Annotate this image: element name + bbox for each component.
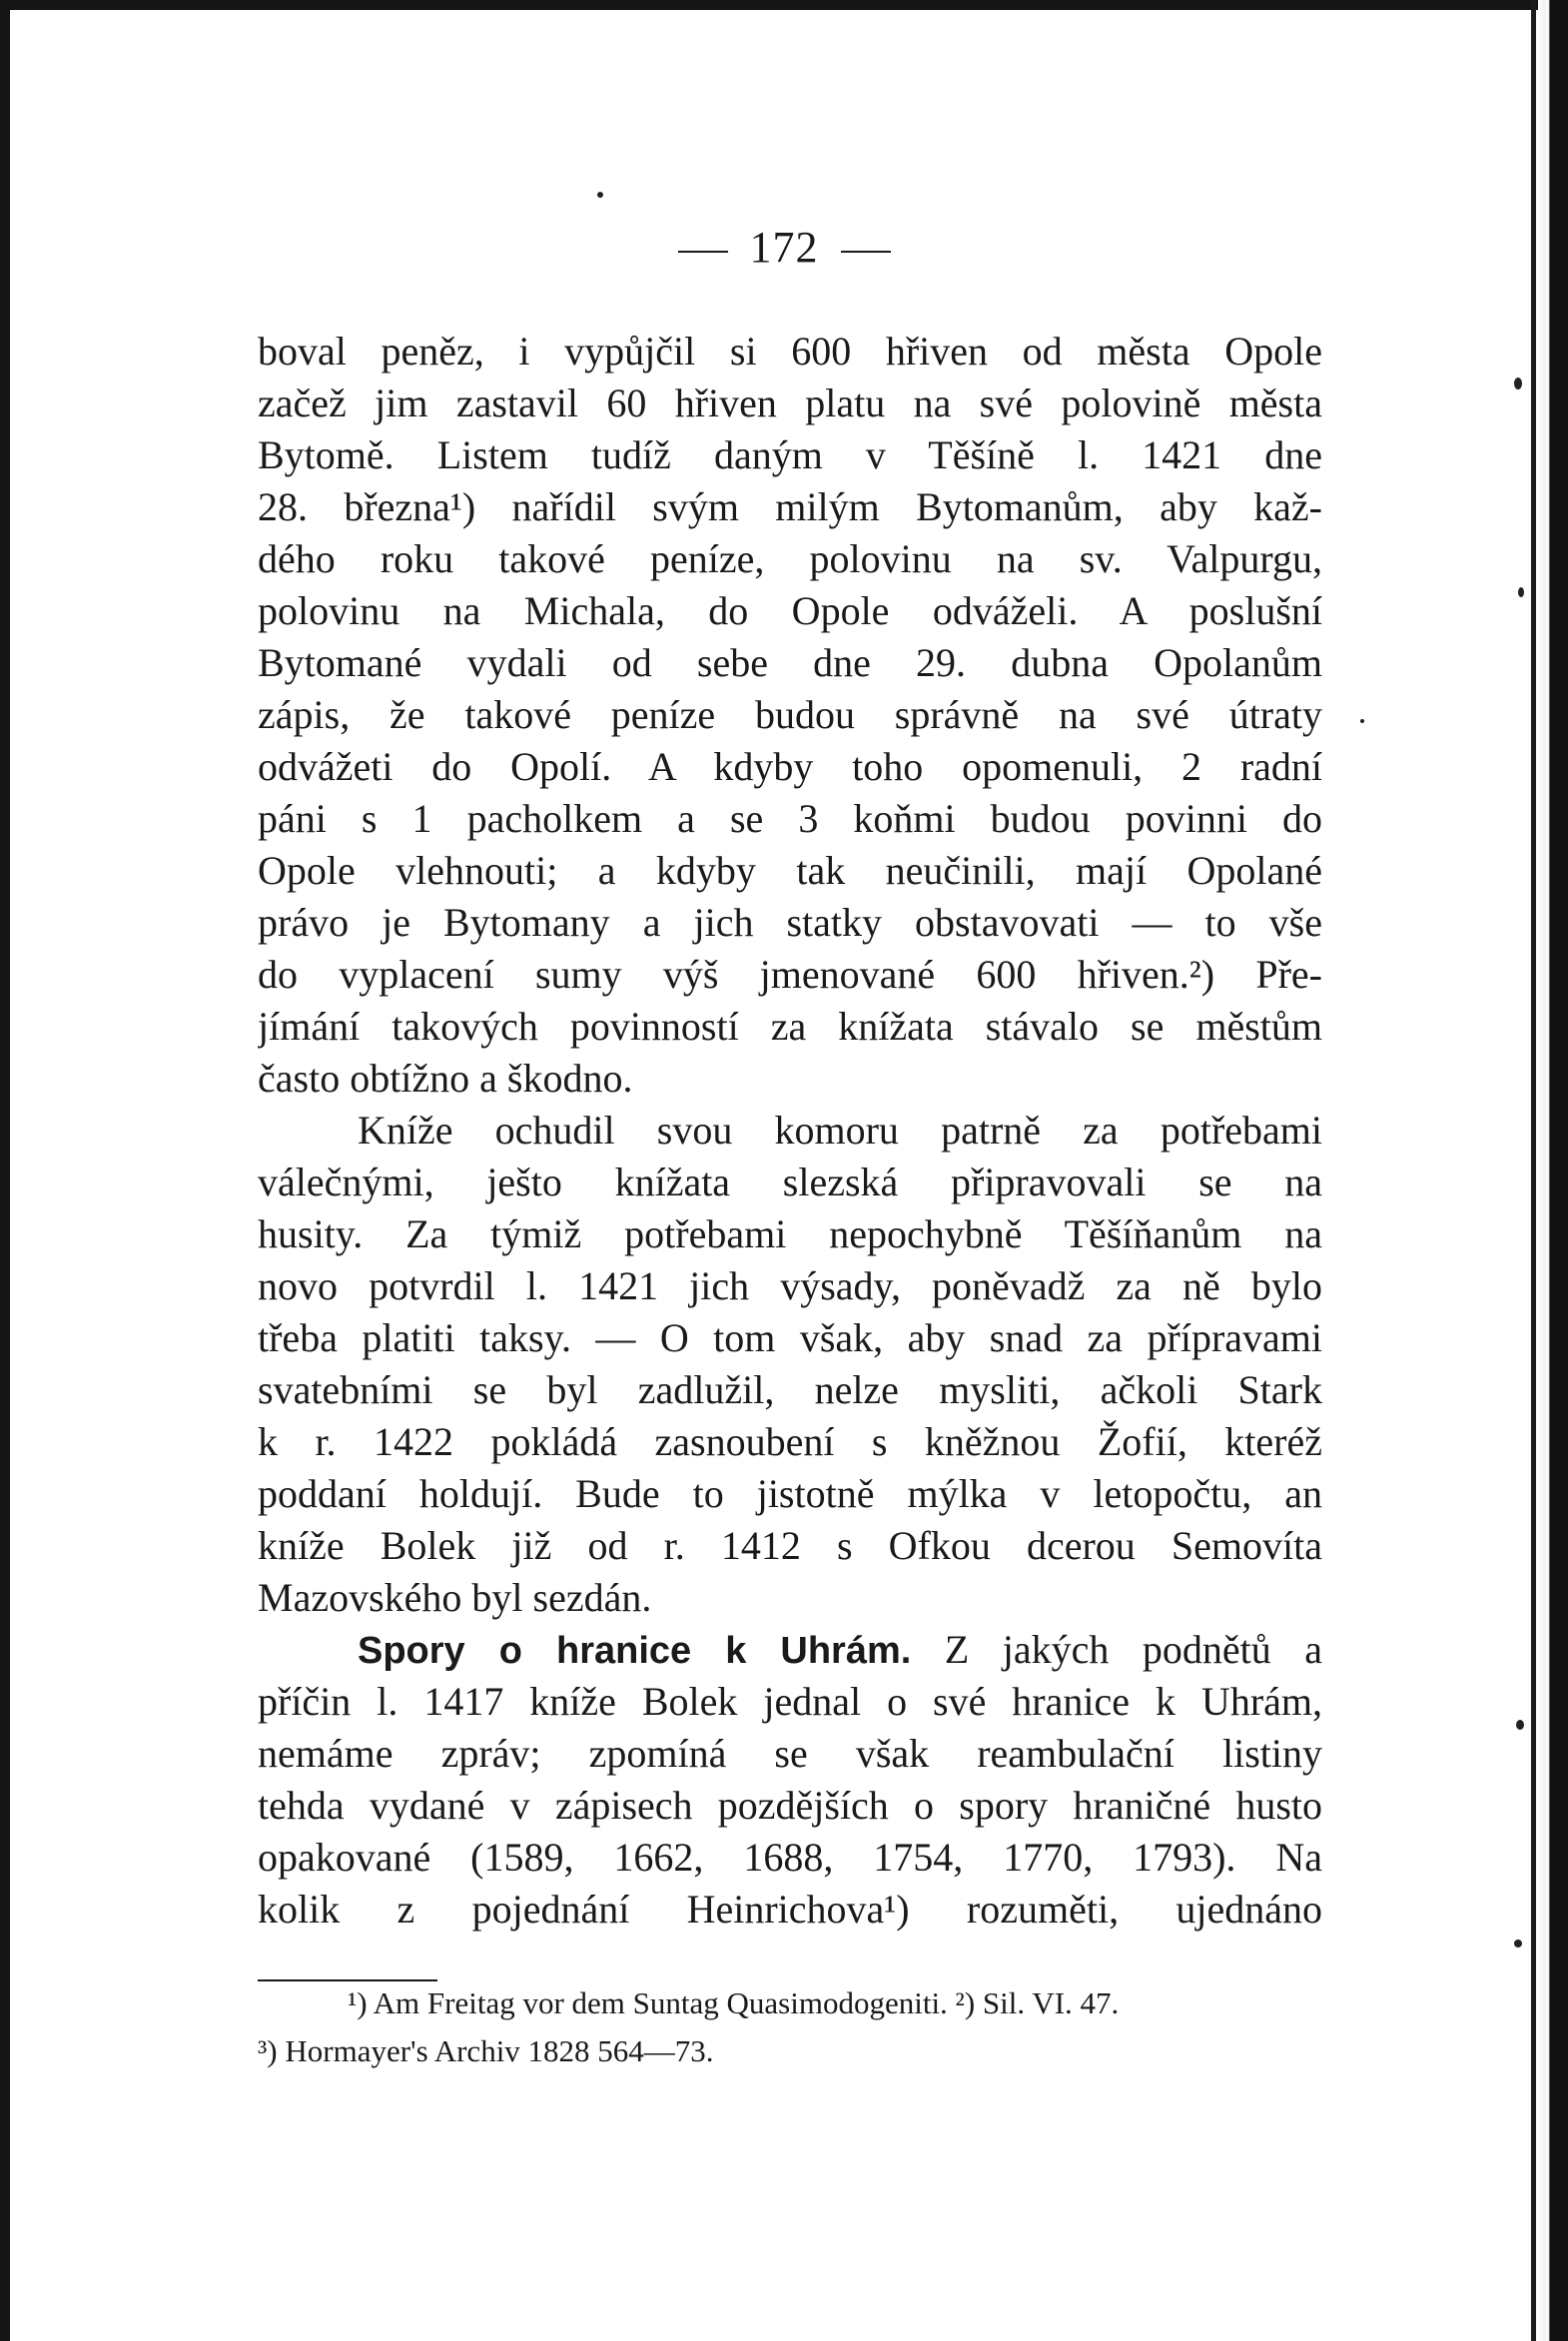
text-line: zápis, že takové peníze budou správně na své útraty [258, 692, 1322, 737]
footnote: ³) Hormayer's Archiv 1828 564—73. [258, 2033, 714, 2068]
text-line: začež jim zastavil 60 hřiven platu na své polovině města [258, 381, 1322, 425]
text-line: Bytomané vydali od sebe dne 29. dubna Opolanům [258, 640, 1322, 685]
text-line: Opole vlehnouti; a kdyby tak neučinili, mají Opolané [258, 848, 1322, 893]
text-line: často obtížno a škodno. [258, 1056, 633, 1101]
scan-speck [1516, 1720, 1524, 1730]
section-heading-line [258, 1624, 1322, 1676]
text-line: právo je Bytomany a jich statky obstavovati — to vše [258, 900, 1322, 945]
scan-speck [1514, 1940, 1522, 1948]
text-line: husity. Za týmiž potřebami nepochybně Těšíňanům na [258, 1211, 1322, 1256]
text-line: Mazovského byl sezdán. [258, 1575, 652, 1620]
page-number-value: 172 [749, 223, 819, 272]
scan-speck [1360, 719, 1364, 723]
text-line: válečnými, ješto knížata slezská připravovali se na [258, 1160, 1322, 1204]
page-number-dash-left [678, 251, 728, 253]
footnote: ¹) Am Freitag vor dem Suntag Quasimodogeniti. ²) Sil. VI. 47. [348, 1985, 1120, 2020]
text-line: příčin l. 1417 kníže Bolek jednal o své hranice k Uhrám, [258, 1679, 1322, 1724]
text-line: Bytomě. Listem tudíž daným v Těšíně l. 1421 dne [258, 432, 1322, 477]
text-line: třeba platiti taksy. — O tom však, aby snad za přípravami [258, 1315, 1322, 1360]
text-line: odvážeti do Opolí. A kdyby toho opomenuli, 2 radní [258, 744, 1322, 789]
text-line: Kníže ochudil svou komoru patrně za potřebami [358, 1108, 1322, 1153]
text-line: do vyplacení sumy výš jmenované 600 hřiven.²) Pře- [258, 952, 1322, 997]
text-line: kolik z pojednání Heinrichova¹) rozuměti, ujednáno [258, 1887, 1322, 1932]
page-number [0, 222, 1568, 273]
text-line: Z jakých podnětů a [944, 1627, 1322, 1672]
body-text [258, 326, 1322, 1936]
page-number-dash-right [841, 251, 891, 253]
scan-speck [1518, 587, 1524, 597]
text-line: boval peněz, i vypůjčil si 600 hřiven od města Opole [258, 329, 1322, 374]
text-line: tehda vydané v zápisech pozdějších o spory hraničné husto [258, 1783, 1322, 1828]
scan-border-top [0, 0, 1568, 10]
text-line: novo potvrdil l. 1421 jich výsady, poněvadž za ně bylo [258, 1263, 1322, 1308]
scan-speck [597, 192, 603, 198]
text-line: polovinu na Michala, do Opole odváželi. A poslušní [258, 588, 1322, 633]
footnotes [258, 1979, 1322, 2075]
text-line: nemáme zpráv; zpomíná se však reambulační listiny [258, 1731, 1322, 1776]
section-heading: Spory o hranice k Uhrám. [358, 1630, 912, 1672]
text-line: kníže Bolek již od r. 1412 s Ofkou dcerou Semovíta [258, 1523, 1322, 1568]
text-line: páni s 1 pacholkem a se 3 koňmi budou povinni do [258, 796, 1322, 841]
text-line: poddaní holdují. Bude to jistotně mýlka v letopočtu, an [258, 1471, 1322, 1516]
scan-edge-line [1531, 0, 1536, 2341]
scan-speck [1514, 378, 1522, 390]
text-line: jímání takových povinností za knížata stávalo se městům [258, 1004, 1322, 1049]
text-line: dého roku takové peníze, polovinu na sv. Valpurgu, [258, 536, 1322, 581]
text-line: k r. 1422 pokládá zasnoubení s kněžnou Žofií, kteréž [258, 1419, 1322, 1464]
text-line: 28. března¹) nařídil svým milým Bytomanům, aby kaž- [258, 484, 1322, 529]
scan-border-right [1538, 0, 1568, 2341]
text-line: opakované (1589, 1662, 1688, 1754, 1770, 1793). Na [258, 1835, 1322, 1880]
text-line: svatebními se byl zadlužil, nelze mysliti, ačkoli Stark [258, 1367, 1322, 1412]
scan-border-left [0, 0, 10, 2341]
